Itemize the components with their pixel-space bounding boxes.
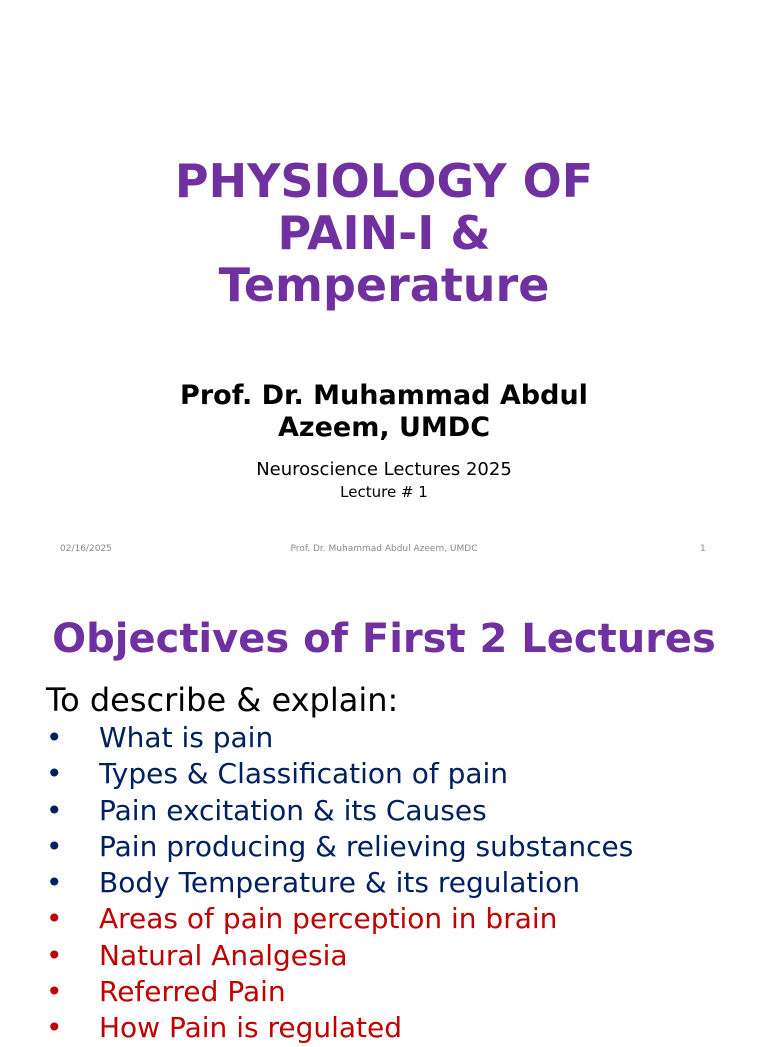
objective-item — [0, 901, 768, 937]
author-name — [0, 380, 768, 444]
bullet-icon: • — [46, 793, 63, 827]
objective-item — [0, 720, 768, 756]
objective-item — [0, 756, 768, 792]
bullet-icon: • — [46, 975, 63, 1009]
objective-item — [0, 1010, 768, 1046]
footer-author: Prof. Dr. Muhammad Abdul Azeem, UMDC — [290, 544, 478, 554]
slide-title-line: PAIN-I & — [277, 206, 491, 260]
slide-title-line: PHYSIOLOGY OF — [174, 154, 594, 208]
bullet-icon: • — [46, 757, 63, 791]
objective-item — [0, 865, 768, 901]
bullet-icon: • — [46, 1011, 63, 1045]
footer-date: 02/16/2025 — [60, 544, 112, 554]
objective-text: Pain producing & relieving substances — [99, 829, 634, 863]
objective-item — [0, 793, 768, 829]
slide-title-line: Temperature — [218, 258, 550, 312]
objective-text: Pain excitation & its Causes — [99, 793, 487, 827]
course-name: Neuroscience Lectures 2025 — [256, 459, 512, 480]
objective-item — [0, 829, 768, 865]
slide-title — [0, 155, 768, 311]
bullet-icon: • — [46, 866, 63, 900]
lecture-number: Lecture # 1 — [340, 483, 428, 501]
author-line: Azeem, UMDC — [277, 412, 491, 443]
bullet-icon: • — [46, 902, 63, 936]
objectives-list — [0, 720, 768, 1047]
objective-item — [0, 938, 768, 974]
objective-text: How Pain is regulated — [99, 1011, 403, 1045]
slide-title: Objectives of First 2 Lectures — [52, 616, 716, 662]
objective-text: Body Temperature & its regulation — [99, 866, 581, 900]
slide-2 — [0, 576, 768, 1045]
bullet-icon: • — [46, 938, 63, 972]
objective-text: Areas of pain perception in brain — [99, 902, 558, 936]
objective-text: What is pain — [99, 721, 274, 754]
footer-page-number: 1 — [700, 544, 706, 554]
objective-text: Natural Analgesia — [99, 938, 348, 972]
author-line: Prof. Dr. Muhammad Abdul — [180, 380, 588, 411]
objective-text: Referred Pain — [99, 975, 286, 1009]
objective-text: Types & Classification of pain — [99, 757, 509, 791]
objectives-intro: To describe & explain: — [46, 681, 399, 719]
bullet-icon: • — [46, 829, 63, 863]
objective-item — [0, 974, 768, 1010]
bullet-icon: • — [46, 721, 63, 754]
